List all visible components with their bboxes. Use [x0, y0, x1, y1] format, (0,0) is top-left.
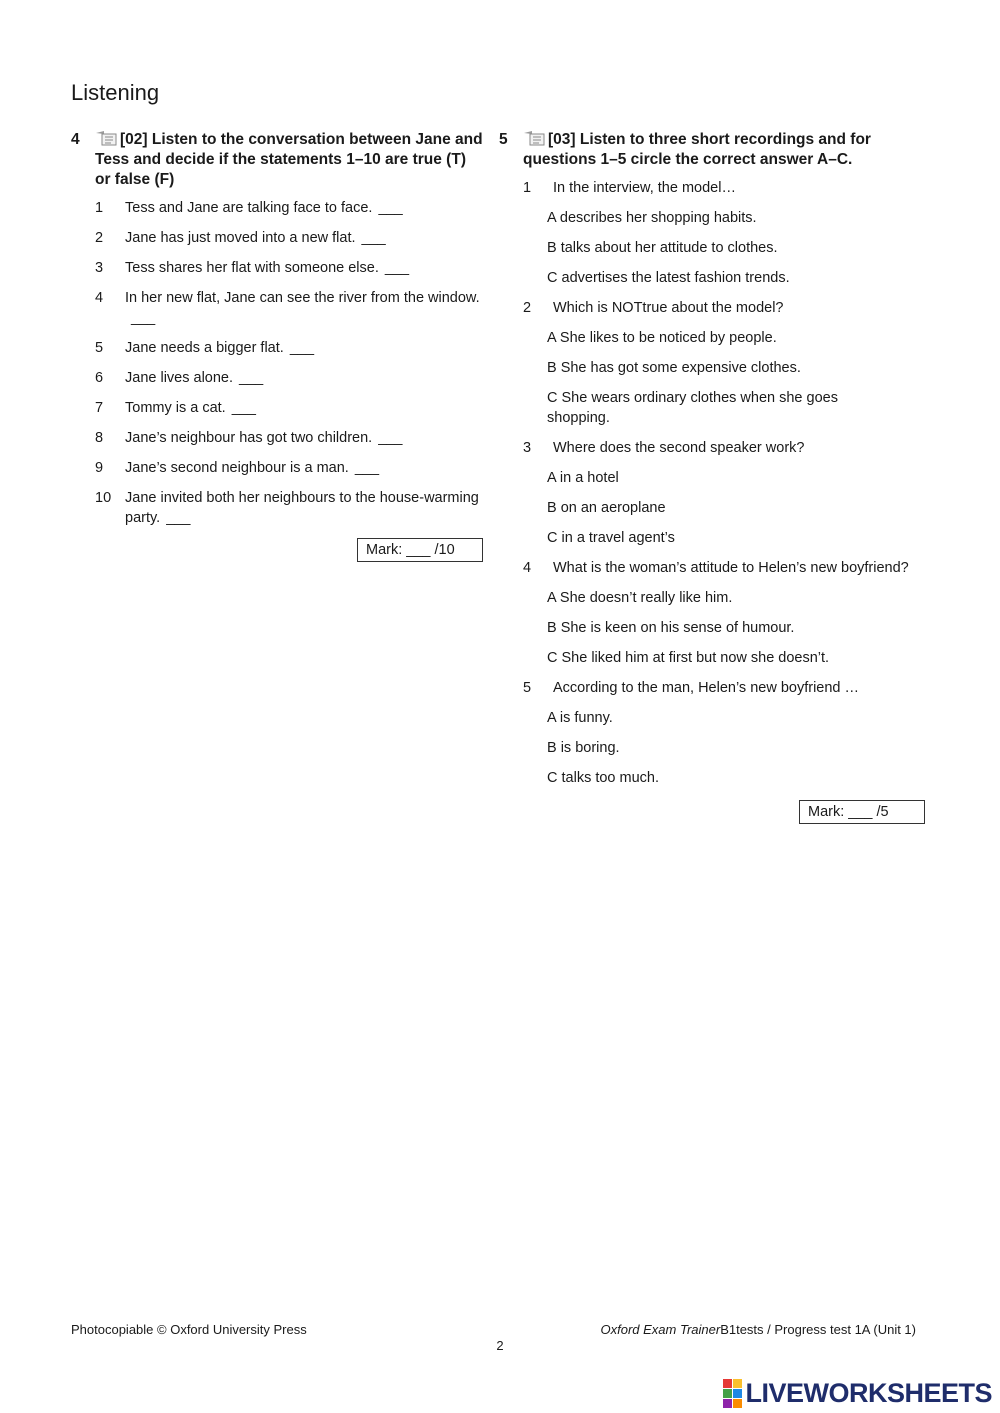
- statement-item: [71, 458, 483, 478]
- answer-option[interactable]: B on an aeroplane: [547, 500, 666, 516]
- answer-option[interactable]: C advertises the latest fashion trends.: [547, 270, 790, 286]
- statement-text: Jane has just moved into a new flat.: [125, 230, 356, 246]
- question-number: 1: [523, 180, 532, 196]
- logo-text: LIVEWORKSHEETS: [745, 1378, 992, 1408]
- question-item: [499, 558, 929, 578]
- liveworksheets-logo[interactable]: [723, 1378, 992, 1409]
- task-5-number: 5: [499, 131, 508, 148]
- statement-number: 8: [95, 430, 104, 446]
- question-number: 5: [523, 680, 532, 696]
- question-number: 3: [523, 440, 532, 456]
- statement-text: Tommy is a cat.: [125, 400, 226, 416]
- task-4: [71, 130, 483, 562]
- answer-option[interactable]: C She wears ordinary clothes when she goes shopping.: [547, 390, 838, 426]
- statement-item: [71, 228, 483, 248]
- task-5-questions: [499, 178, 929, 788]
- question-text: In the interview, the model…: [553, 180, 736, 196]
- statement-item: [71, 428, 483, 448]
- logo-square: [733, 1389, 742, 1398]
- task-4-instruction: [02] Listen to the conversation between Jane and Tess and decide if the statements 1–10 are true (T) or false (F): [95, 131, 483, 188]
- answer-option[interactable]: C She liked him at first but now she doesn’t.: [547, 650, 830, 666]
- statement-item: [71, 368, 483, 388]
- task-5-heading: [499, 130, 929, 170]
- logo-square: [723, 1379, 732, 1388]
- answer-option[interactable]: A She likes to be noticed by people.: [547, 330, 777, 346]
- statement-number: 3: [95, 260, 104, 276]
- statement-number: 9: [95, 460, 104, 476]
- statement-number: 2: [95, 230, 104, 246]
- statement-number: 7: [95, 400, 104, 416]
- task-5: [499, 130, 929, 824]
- statement-item: [71, 488, 483, 528]
- statement-text: Tess and Jane are talking face to face.: [125, 200, 373, 216]
- statement-number: 10: [95, 490, 112, 506]
- answer-blank[interactable]: ___: [231, 400, 256, 416]
- answer-option[interactable]: B She is keen on his sense of humour.: [547, 620, 795, 636]
- audio-track-icon[interactable]: [523, 130, 547, 146]
- statement-text: Jane lives alone.: [125, 370, 234, 386]
- logo-square: [723, 1389, 732, 1398]
- answer-blank[interactable]: ___: [378, 200, 403, 216]
- statement-text: Tess shares her flat with someone else.: [125, 260, 379, 276]
- answer-blank[interactable]: ___: [166, 510, 191, 526]
- question-item: [499, 298, 929, 318]
- answer-option[interactable]: B She has got some expensive clothes.: [547, 360, 801, 376]
- statement-number: 5: [95, 340, 104, 356]
- answer-blank[interactable]: ___: [361, 230, 386, 246]
- statement-text: Jane’s neighbour has got two children.: [125, 430, 373, 446]
- answer-option[interactable]: A describes her shopping habits.: [547, 210, 757, 226]
- answer-option[interactable]: C talks too much.: [547, 770, 660, 786]
- question-number: 4: [523, 560, 532, 576]
- statement-item: [71, 288, 483, 328]
- task-4-mark-box[interactable]: Mark: ___ /10: [357, 538, 483, 562]
- statement-item: [71, 258, 483, 278]
- task-5-mark-box[interactable]: Mark: ___ /5: [799, 800, 925, 824]
- statement-number: 4: [95, 290, 104, 306]
- statement-text: Jane needs a bigger flat.: [125, 340, 284, 356]
- answer-blank[interactable]: ___: [384, 260, 410, 276]
- footer-test-info: [601, 1322, 917, 1337]
- question-item: [499, 178, 929, 198]
- logo-square: [723, 1399, 732, 1408]
- footer-book-title: Oxford Exam Trainer: [600, 1322, 721, 1337]
- question-text: What is the woman’s attitude to Helen’s new boyfriend?: [553, 560, 909, 576]
- answer-option[interactable]: B talks about her attitude to clothes.: [547, 240, 778, 256]
- footer-copyright: Photocopiable © Oxford University Press: [71, 1322, 307, 1337]
- statement-number: 6: [95, 370, 104, 386]
- statement-text: Jane’s second neighbour is a man.: [125, 460, 349, 476]
- logo-squares-icon: [723, 1379, 742, 1408]
- task-4-items: [71, 198, 483, 528]
- statement-text: In her new flat, Jane can see the river from the window.: [125, 290, 480, 306]
- task-5-instruction: [03] Listen to three short recordings and for questions 1–5 circle the correct answer A–C.: [523, 131, 871, 168]
- answer-option[interactable]: B is boring.: [547, 740, 620, 756]
- answer-option[interactable]: C in a travel agent’s: [547, 530, 675, 546]
- question-item: [499, 438, 929, 458]
- logo-square: [733, 1399, 742, 1408]
- answer-blank[interactable]: ___: [289, 340, 315, 356]
- task-4-number: 4: [71, 131, 80, 148]
- question-text: According to the man, Helen’s new boyfriend …: [553, 680, 860, 696]
- statement-item: [71, 338, 483, 358]
- answer-option[interactable]: A in a hotel: [547, 470, 619, 486]
- answer-blank[interactable]: ___: [354, 460, 380, 476]
- page-number: 2: [496, 1338, 504, 1353]
- answer-option[interactable]: A is funny.: [547, 710, 613, 726]
- question-text: Which is NOTtrue about the model?: [553, 300, 784, 316]
- statement-item: [71, 198, 483, 218]
- statement-number: 1: [95, 200, 104, 216]
- logo-square: [733, 1379, 742, 1388]
- answer-blank[interactable]: ___: [131, 310, 156, 326]
- audio-track-icon[interactable]: [95, 130, 119, 146]
- question-text: Where does the second speaker work?: [553, 440, 805, 456]
- question-item: [499, 678, 929, 698]
- footer-test-name: B1tests / Progress test 1A (Unit 1): [720, 1322, 916, 1337]
- statement-item: [71, 398, 483, 418]
- statement-text: Jane invited both her neighbours to the house-warming party.: [125, 490, 479, 526]
- question-number: 2: [523, 300, 532, 316]
- answer-blank[interactable]: ___: [378, 430, 403, 446]
- task-4-heading: [71, 130, 483, 190]
- answer-option[interactable]: A She doesn’t really like him.: [547, 590, 733, 606]
- section-title: Listening: [71, 80, 160, 105]
- answer-blank[interactable]: ___: [239, 370, 264, 386]
